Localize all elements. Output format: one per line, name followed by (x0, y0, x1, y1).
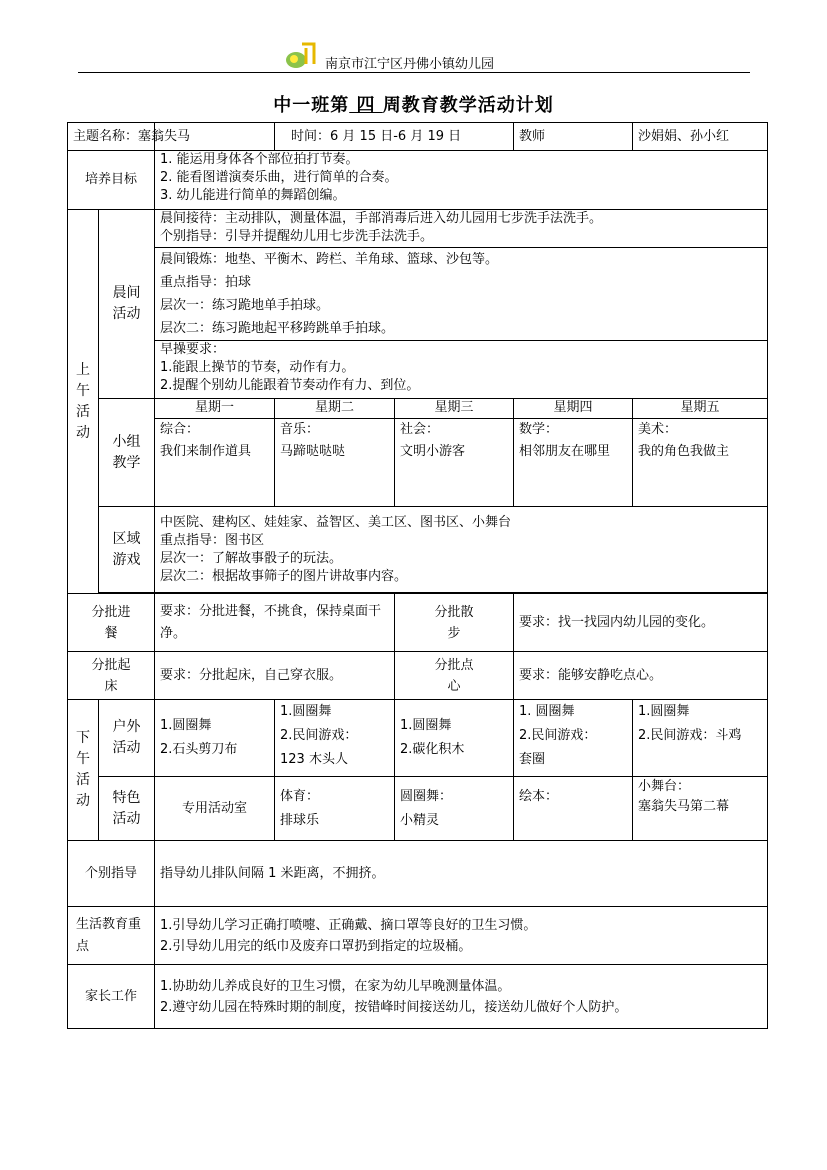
reception-line: 晨间接待：主动排队，测量体温，手部消毒后进入幼儿园用七步洗手法洗手。 (160, 211, 603, 226)
drill-line: 早操要求： (160, 342, 226, 357)
goal-item: 3. 幼儿能进行简单的舞蹈创编。 (160, 188, 346, 203)
snack-label: 分批点心 (395, 652, 514, 700)
day-header: 星期三 (395, 399, 514, 419)
title-week: 四 (356, 95, 376, 116)
wake-requirement: 要求：分批起床，自己穿衣服。 (155, 652, 395, 700)
goals-label: 培养目标 (68, 151, 155, 210)
exercise-line: 晨间锻炼：地垫、平衡木、跨栏、羊角球、篮球、沙包等。 (160, 252, 499, 267)
area-line: 层次二：根据故事筛子的图片讲故事内容。 (160, 568, 408, 584)
topic-cell: 主题名称：塞翁失马 (68, 123, 155, 151)
teacher-names: 沙娟娟、孙小红 (633, 123, 768, 151)
school-logo-icon (284, 40, 320, 70)
area-games-label: 区域游戏 (99, 507, 155, 593)
exercise-content (155, 248, 768, 341)
special-cell-mon: 专用活动室 (155, 777, 275, 841)
teacher-label: 教师 (514, 123, 633, 151)
parent-work-label: 家长工作 (68, 965, 155, 1029)
day-header: 星期四 (514, 399, 633, 419)
plan-table (67, 122, 768, 151)
day-header: 星期五 (633, 399, 768, 419)
special-cell-thu: 绘本： (514, 777, 633, 841)
plan-table-body (67, 150, 768, 1029)
morning-activity-label: 晨间活动 (99, 210, 155, 399)
individual-guidance-label: 个别指导 (68, 841, 155, 907)
parent-line: 2.遵守幼儿园在特殊时期的制度，按错峰时间接送幼儿，接送幼儿做好个人防护。 (160, 999, 628, 1015)
outdoor-cell-wed: 1.圆圈舞 2.碳化积木 (395, 700, 514, 777)
drill-line: 1.能跟上操节的节奏，动作有力。 (160, 360, 355, 375)
morning-section-label: 上午活动 (68, 210, 99, 594)
day-header: 星期二 (275, 399, 395, 419)
area-line: 中医院、建构区、娃娃家、益智区、美工区、图书区、小舞台 (160, 514, 512, 530)
exercise-line: 重点指导：拍球 (160, 275, 252, 290)
life-education-label: 生活教育重 点 (68, 907, 155, 965)
special-activity-label: 特色活动 (99, 777, 155, 841)
snack-requirement: 要求：能够安静吃点心。 (514, 652, 768, 700)
page-title (0, 91, 827, 117)
group-cell-wed: 社会： 文明小游客 (395, 419, 514, 507)
outdoor-cell-thu: 1. 圆圈舞 2.民间游戏： 套圈 (514, 700, 633, 777)
outdoor-cell-tue: 1.圆圈舞 2.民间游戏： 123 木头人 (275, 700, 395, 777)
life-line: 1.引导幼儿学习正确打喷嚏、正确戴、摘口罩等良好的卫生习惯。 (160, 917, 537, 933)
goal-item: 2. 能看图谱演奏乐曲，进行简单的合奏。 (160, 170, 398, 185)
individual-guidance-content: 指导幼儿排队间隔 1 米距离，不拥挤。 (155, 841, 768, 907)
special-cell-wed: 圆圈舞： 小精灵 (395, 777, 514, 841)
exercise-line: 层次一：练习跪地单手拍球。 (160, 298, 330, 313)
walk-label: 分批散步 (395, 594, 514, 652)
area-line: 重点指导：图书区 (160, 532, 265, 548)
exercise-line: 层次二：练习跪地起平移跨跳单手拍球。 (160, 321, 395, 336)
life-education-content (155, 907, 768, 965)
group-cell-thu: 数学： 相邻朋友在哪里 (514, 419, 633, 507)
reception-content (155, 210, 768, 248)
wake-label: 分批起床 (68, 652, 155, 700)
group-cell-fri: 美术： 我的角色我做主 (633, 419, 768, 507)
walk-requirement: 要求：找一找园内幼儿园的变化。 (514, 594, 768, 652)
meal-requirement: 要求：分批进餐，不挑食，保持桌面干净。 (155, 594, 395, 652)
afternoon-section-label: 下午活动 (68, 700, 99, 841)
parent-work-content (155, 965, 768, 1029)
title-suffix: 周教育教学活动计划 (382, 95, 554, 116)
parent-line: 1.协助幼儿养成良好的卫生习惯，在家为幼儿早晚测量体温。 (160, 978, 511, 994)
group-cell-mon: 综合： 我们来制作道具 (155, 419, 275, 507)
outdoor-cell-fri: 1.圆圈舞 2.民间游戏：斗鸡 (633, 700, 768, 777)
outdoor-cell-mon: 1.圆圈舞 2.石头剪刀布 (155, 700, 275, 777)
title-prefix: 中一班第 (273, 95, 350, 116)
drill-line: 2.提醒个别幼儿能跟着节奏动作有力、到位。 (160, 378, 420, 393)
area-games-content (155, 507, 768, 593)
drill-content (155, 341, 768, 399)
special-cell-tue: 体育： 排球乐 (275, 777, 395, 841)
time-cell: 时间：6 月 15 日-6 月 19 日 (275, 123, 514, 151)
life-line: 2.引导幼儿用完的纸巾及废弃口罩扔到指定的垃圾桶。 (160, 938, 472, 954)
day-header: 星期一 (155, 399, 275, 419)
goal-item: 1. 能运用身体各个部位拍打节奏。 (160, 152, 359, 167)
page-header (78, 40, 750, 73)
reception-line: 个别指导：引导并提醒幼儿用七步洗手法洗手。 (160, 229, 434, 244)
outdoor-label: 户外活动 (99, 700, 155, 777)
special-cell-fri: 小舞台： 塞翁失马第二幕 (633, 777, 768, 841)
group-teaching-label: 小组教学 (99, 399, 155, 507)
area-line: 层次一：了解故事骰子的玩法。 (160, 550, 343, 566)
school-name: 南京市江宁区丹佛小镇幼儿园 (325, 57, 495, 72)
goals-content (155, 151, 768, 210)
group-cell-tue: 音乐： 马蹄哒哒哒 (275, 419, 395, 507)
meal-label: 分批进餐 (68, 594, 155, 652)
